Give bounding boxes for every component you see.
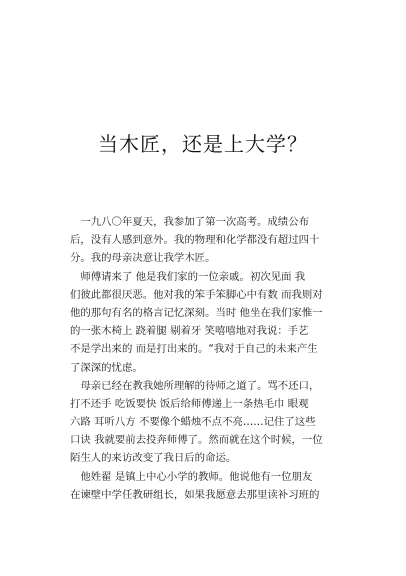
body-line: 分。我的母亲决意让我学木匠。: [70, 252, 216, 265]
body-line: 们彼此都很厌恶。他对我的笨手笨脚心中有数 而我则对: [70, 288, 323, 301]
body-line: 一九八〇年夏天，我参加了第一次高考。成绩公布: [70, 216, 309, 228]
body-line: 的一张木椅上 跷着腿 剔着牙 笑嘻嘻地对我说：手艺: [70, 325, 309, 338]
body-line: 母亲已经在教我她所理解的待师之道了。骂不还口，: [70, 379, 320, 392]
document-title: 当木匠，还是上大学？: [98, 132, 308, 156]
body-line: 他姓翟 是镇上中心小学的教师。他说他有一位朋友: [70, 470, 313, 483]
body-line: 师傅请来了 他是我们家的一位亲戚。初次见面 我: [70, 270, 306, 283]
body-line: 陌生人的来访改变了我日后的命运。: [70, 452, 237, 465]
body-line: 后，没有人感到意外。我的物理和化学都没有超过四十: [70, 234, 320, 247]
body-line: 他的那句有名的格言记忆深刻。当时 他坐在我们家惟一: [70, 306, 323, 319]
body-line: 了深深的忧虑。: [70, 361, 143, 374]
body-line: 不是学出来的 而是打出来的。“我对于自己的未来产生: [70, 343, 318, 356]
body-line: 打不还手 吃饭要快 饭后给师傅递上一条热毛巾 眼观: [70, 397, 309, 410]
body-line: 在谏壁中学任教研组长，如果我愿意去那里读补习班的: [70, 488, 320, 501]
body-line: 六路 耳听八方 不要像个蜡烛不点不亮……记住了这些: [70, 416, 316, 429]
document-body: [70, 213, 336, 504]
body-line: 口诀 我就要前去投奔师傅了。然而就在这个时候，一位: [70, 434, 323, 447]
